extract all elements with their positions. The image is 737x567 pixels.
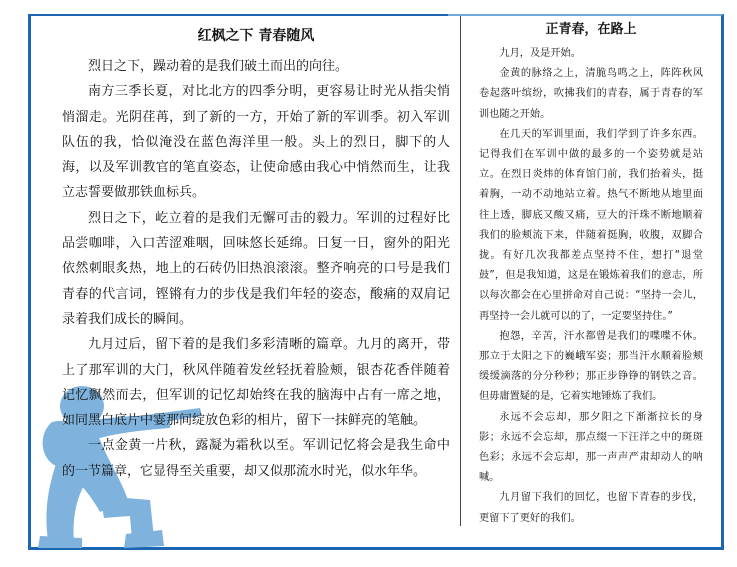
left-paragraph-2: 南方三季长夏，对比北方的四季分明，更容易让时光从指尖悄悄溜走。光阴荏苒，到了新的一方，开始了新的军训季。初入军训队伍的我，恰似淹没在蓝色海洋里一般。头上的烈日，脚下的人海，以及军训教官的笔直姿态，让使命感由我心中悄然而生，让我立志誓要做那铁血标兵。	[62, 84, 450, 201]
right-paragraph-6: 九月留下我们的回忆，也留下青春的步伐，更留下了更好的我们。	[479, 492, 703, 524]
right-paragraph-2: 金黄的脉络之上，清脆鸟鸣之上，阵阵秋风卷起落叶缤纷，吹拂我们的青春，属于青春的军训也随之开始。	[479, 68, 703, 120]
right-paragraph-5: 永远不会忘却，那夕阳之下渐渐拉长的身影；永远不会忘却，那点缀一下汪洋之中的斑斑色彩；永远不会忘却，那一声声严肃却动人的呐喊。	[479, 411, 703, 484]
right-article-title: 正青春，在路上	[545, 22, 637, 37]
left-paragraph-4: 九月过后，留下着的是我们多彩清晰的篇章。九月的离开，带上了那军训的大门，秋风伴随着发丝轻抚着脸颊，银杏花香伴随着记忆飘然而去，但军训的记忆却始终在我的脑海中占有一席之地，如同黑白底片中霎那间绽放色彩的相片，留下一抹鲜亮的笔触。	[62, 337, 450, 429]
column-divider	[460, 16, 461, 526]
left-paragraph-5: 一点金黄一片秋，露凝为霜秋以至。军训记忆将会是我生命中的一节篇章，它显得至关重要，却又似那流水时光，似水年华。	[62, 438, 450, 479]
right-paragraph-4: 抱怨，辛苦，汗水都曾是我们的喋喋不休。那立于太阳之下的巍峨军姿；那当汗水顺着脸颊缓缓滴落的分分秒秒；那正步铮铮的钢铁之音。但毋庸置疑的是，它着实地锤炼了我们。	[479, 330, 703, 403]
right-article	[479, 18, 703, 529]
left-paragraph-1: 烈日之下，躁动着的是我们破土而出的向往。	[88, 59, 349, 74]
left-paragraph-3: 烈日之下，屹立着的是我们无懈可击的毅力。军训的过程好比品尝咖啡，入口苦涩难咽，回味悠长延绵。日复一日，窗外的阳光依然刺眼炙热，地上的石砖仍旧热浪滚滚。整齐响亮的口号是我们青春的代言词，铿锵有力的步伐是我们年轻的姿态，酸痛的双肩记录着我们成长的瞬间。	[62, 210, 450, 327]
frame-top-accent	[28, 14, 448, 16]
right-paragraph-1: 九月，及是开始。	[499, 48, 581, 59]
left-article	[62, 22, 450, 484]
right-paragraph-3: 在几天的军训里面，我们学到了许多东西。记得我们在军训中做的最多的一个姿势就是站立。在烈日炎炜的体育馆门前，我们抬着头，挺着胸，一动不动地站立着。热气不断地从地里面往上透，脚底又酸又痛，豆大的汗珠不断地顺着我们的脸颊流下来，伴随着挺胸，收腹，双脚合拢。有好几次我都差点坚持不住，想打“退堂鼓”，但是我知道，这是在锻炼着我们的意志，所以每次都会在心里拼命对自己说：“坚持一会儿，再坚持一会儿就可以的了，一定要坚持住。”	[479, 128, 703, 322]
left-article-title: 红枫之下 青春随风	[197, 28, 315, 44]
